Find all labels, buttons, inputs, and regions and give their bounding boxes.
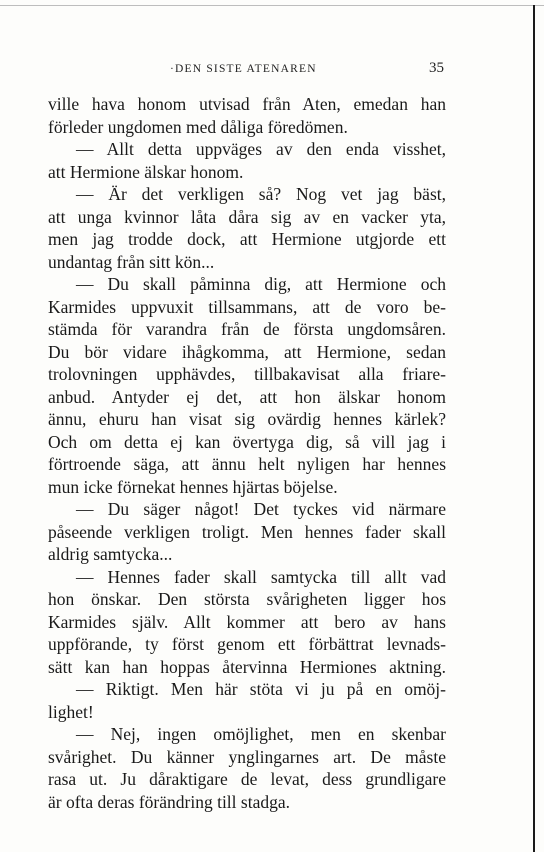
text-line: ännu, ehuru han visat sig ovärdig hennes kärlek? <box>48 409 446 429</box>
body-text <box>48 93 446 813</box>
page-number: 35 <box>429 60 444 76</box>
text-line: lighet! <box>48 701 94 722</box>
text-line: är ofta deras förändring till stadga. <box>48 791 290 812</box>
text-line: förleder ungdomen med dåliga föredömen. <box>48 116 348 137</box>
text-line: påseende verkligen troligt. Men hennes fader skall <box>48 521 446 542</box>
text-line: Karmides uppvuxit tillsammans, att de voro be- <box>48 296 446 317</box>
text-line: — Nej, ingen omöjlighet, men en skenbar <box>76 724 446 744</box>
text-line: aldrig samtycka... <box>48 544 173 564</box>
text-line: förtroende säga, att ännu helt nyligen har hennes <box>48 454 446 474</box>
page-right-edge <box>533 5 535 852</box>
text-line: — Allt detta uppväges av den enda visshet, <box>76 139 446 159</box>
text-line: undantag från sitt kön... <box>48 251 215 272</box>
text-line: svårighet. Du känner ynglingarnes art. De måste <box>48 746 446 767</box>
running-header <box>30 60 450 80</box>
text-line: Karmides själv. Allt kommer att bero av hans <box>48 611 446 632</box>
text-line: ville hava honom utvisad från Aten, emedan han <box>48 94 446 114</box>
text-line: — Hennes fader skall samtycka till allt vad <box>76 566 446 587</box>
text-line: mun icke förnekat hennes hjärtas böjelse. <box>48 476 338 497</box>
text-line: att Hermione älskar honom. <box>48 161 244 182</box>
text-line: stämda för varandra från de första ungdomsåren. <box>48 319 446 339</box>
text-line: — Du skall påminna dig, att Hermione och <box>76 274 446 294</box>
text-line: trolovningen upphävdes, tillbakavisat alla friare- <box>48 364 446 384</box>
text-line: — Är det verkligen så? Nog vet jag bäst, <box>76 184 446 204</box>
text-line: men jag trodde dock, att Hermione utgjorde ett <box>48 229 446 249</box>
text-line: hon önskar. Den största svårigheten ligger hos <box>48 589 446 609</box>
text-line: — Riktigt. Men här stöta vi ju på en omöj- <box>76 679 446 699</box>
text-line: sätt kan han hoppas återvinna Hermiones aktning. <box>48 656 446 677</box>
text-line: rasa ut. Ju dåraktigare de levat, dess grundligare <box>48 769 446 789</box>
text-line: Och om detta ej kan övertyga dig, så vill jag i <box>48 431 446 452</box>
text-line: att unga kvinnor låta dåra sig av en vacker yta, <box>48 206 446 227</box>
page-top-edge <box>0 5 544 6</box>
text-line: anbud. Antyder ej det, att hon älskar honom <box>48 386 446 407</box>
running-title: ·DEN SISTE ATENAREN <box>170 63 317 75</box>
text-line: Du bör vidare ihågkomma, att Hermione, sedan <box>48 341 446 362</box>
text-line: — Du säger något! Det tyckes vid närmare <box>76 499 446 519</box>
text-line: uppförande, ty först genom ett förbättrat levnads- <box>48 634 446 654</box>
